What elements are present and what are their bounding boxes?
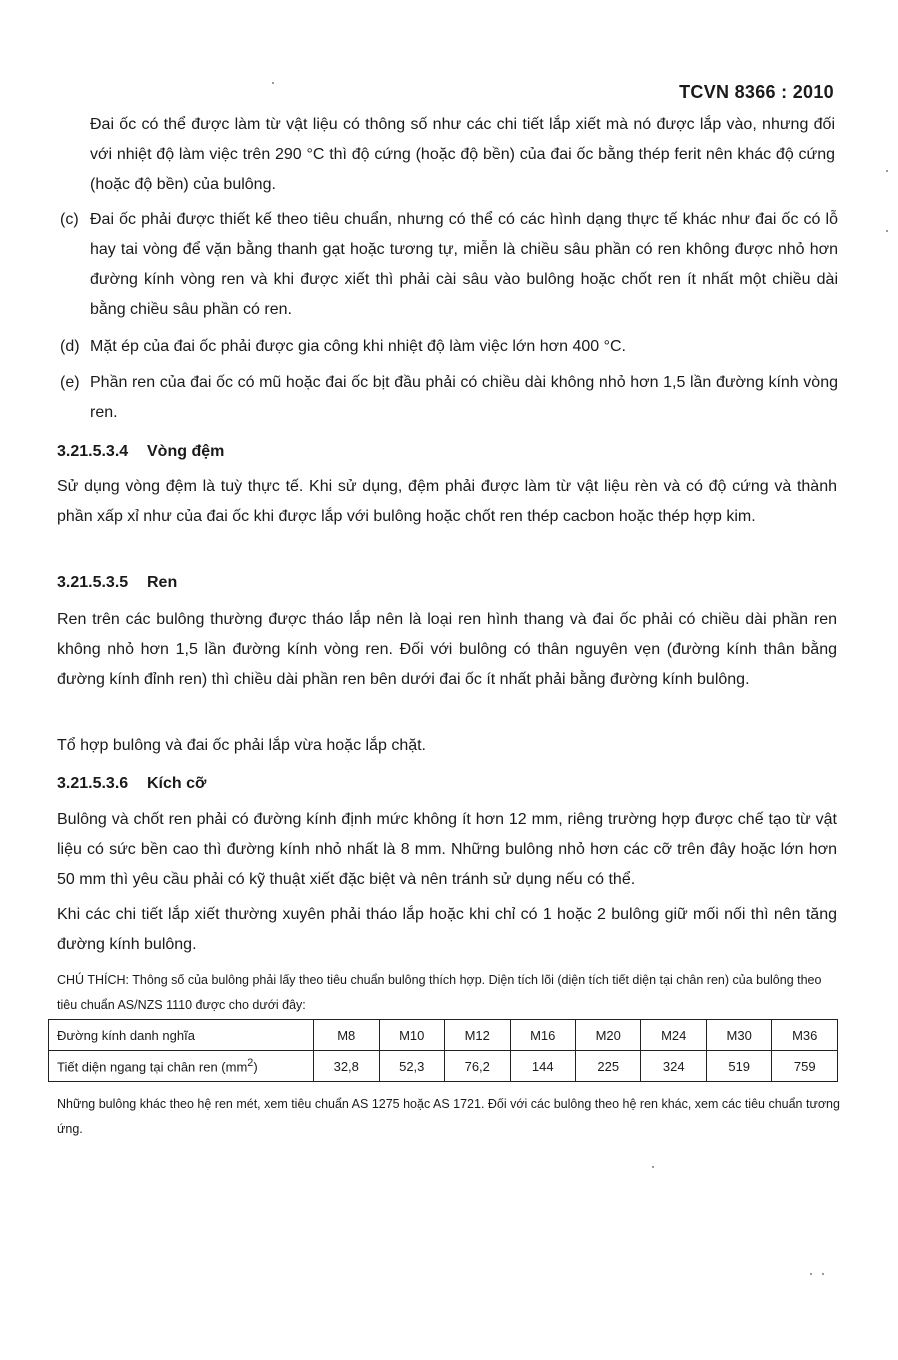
section-heading-thread <box>57 571 177 595</box>
section-heading-size <box>57 772 206 796</box>
table-cell: 76,2 <box>445 1051 511 1082</box>
section-paragraph: Sử dụng vòng đệm là tuỳ thực tế. Khi sử dụng, đệm phải được làm từ vật liệu rèn và có độ cứng và thành phần xấp xỉ như của đai ốc khi được lắp với bulông hoặc chốt ren thép cacbon hoặc thép hợp kim. <box>57 478 837 525</box>
table-cell: 52,3 <box>379 1051 445 1082</box>
table-row <box>49 1020 838 1051</box>
list-item-c <box>60 205 838 325</box>
label-text-end: ) <box>253 1059 258 1075</box>
label-text: Tiết diện ngang tại chân ren (mm <box>57 1059 248 1075</box>
table-cell: 144 <box>510 1051 575 1082</box>
list-item-text: Đai ốc phải được thiết kế theo tiêu chuẩn, nhưng có thể có các hình dạng thực tế khác như đai ốc có lỗ hay tai vòng để vặn bằng thanh gạt hoặc tương tự, miễn là chiều sâu phần có ren không được nhỏ hơn đường kính vòng ren và khi được xiết thì phải cài sâu vào bulông hoặc chốt ren ít nhất một chiều dài bằng chiều sâu phần có ren. <box>90 211 838 318</box>
table-cell: M24 <box>641 1020 706 1051</box>
table-row-label <box>49 1051 314 1082</box>
table-cell: 32,8 <box>314 1051 380 1082</box>
section-title: Kích cỡ <box>147 775 207 792</box>
table-cell: M36 <box>772 1020 838 1051</box>
list-item-text: Phần ren của đai ốc có mũ hoặc đai ốc bịt đầu phải có chiều dài không nhỏ hơn 1,5 lần đường kính vòng ren. <box>90 374 838 421</box>
section-title: Ren <box>147 574 178 591</box>
note-text: CHÚ THÍCH: Thông số của bulông phải lấy theo tiêu chuẩn bulông thích hợp. Diện tích lõi (diện tích tiết diện tại chân ren) của bulông theo tiêu chuẩn AS/NZS 1110 được cho dưới đây: <box>57 973 822 1012</box>
scan-speck <box>810 1273 812 1275</box>
scan-speck <box>652 1166 654 1168</box>
list-item-e <box>60 368 838 428</box>
table-cell: 759 <box>772 1051 838 1082</box>
standard-code: TCVN 8366 : 2010 <box>679 82 834 102</box>
list-item-text: Mặt ép của đai ốc phải được gia công khi nhiệt độ làm việc lớn hơn 400 °C. <box>90 338 626 355</box>
section-paragraph: Tổ hợp bulông và đai ốc phải lắp vừa hoặc lắp chặt. <box>57 737 426 754</box>
table-cell: M20 <box>575 1020 640 1051</box>
table-cell: M12 <box>445 1020 511 1051</box>
list-item-d <box>60 332 838 362</box>
section-number: 3.21.5.3.5 <box>57 574 129 591</box>
table-cell: M30 <box>706 1020 771 1051</box>
table-cell: M16 <box>510 1020 575 1051</box>
list-item-tag: (c) <box>60 211 79 228</box>
section-paragraph: Ren trên các bulông thường được tháo lắp nên là loại ren hình thang và đai ốc phải có chiều dài phần ren không nhỏ hơn 1,5 lần đường kính vòng ren. Đối với bulông có thân nguyên vẹn (đường kính thân bằng đường kính đỉnh ren) thì chiều dài phần ren bên dưới đai ốc ít nhất phải bằng đường kính bulông. <box>57 611 837 688</box>
table-row <box>49 1051 838 1082</box>
intro-paragraph: Đai ốc có thể được làm từ vật liệu có thông số như các chi tiết lắp xiết mà nó được lắp vào, nhưng đối với nhiệt độ làm việc trên 290 °C thì độ cứng (hoặc độ bền) của đai ốc bằng thép ferit nên khác độ cứng (hoặc độ bền) của bulông. <box>90 116 835 193</box>
scan-speck <box>886 170 888 172</box>
section-title: Vòng đệm <box>147 443 225 460</box>
section-heading-washer <box>57 440 224 464</box>
list-item-tag: (d) <box>60 338 80 355</box>
table-cell: M10 <box>379 1020 445 1051</box>
section-number: 3.21.5.3.6 <box>57 775 129 792</box>
bolt-area-table <box>48 1019 838 1082</box>
section-number: 3.21.5.3.4 <box>57 443 129 460</box>
table-cell: M8 <box>314 1020 380 1051</box>
scan-speck <box>822 1273 824 1275</box>
scan-speck <box>272 82 274 84</box>
table-cell: 225 <box>575 1051 640 1082</box>
table-cell: 519 <box>706 1051 771 1082</box>
table-cell: 324 <box>641 1051 706 1082</box>
footer-note: Những bulông khác theo hệ ren mét, xem tiêu chuẩn AS 1275 hoặc AS 1721. Đối với các bulông theo hệ ren khác, xem các tiêu chuẩn tương ứng. <box>57 1097 840 1136</box>
table-row-label: Đường kính danh nghĩa <box>49 1020 314 1051</box>
section-paragraph: Bulông và chốt ren phải có đường kính định mức không ít hơn 12 mm, riêng trường hợp được chế tạo từ vật liệu có sức bền cao thì đường kính nhỏ nhất là 8 mm. Những bulông nhỏ hơn các cỡ trên đây hoặc lớn hơn 50 mm thì yêu cầu phải có kỹ thuật xiết đặc biệt và nên tránh sử dụng nếu có thể. <box>57 811 837 888</box>
unit-superscript: 2 <box>247 1057 254 1070</box>
list-item-tag: (e) <box>60 374 80 391</box>
scan-speck <box>886 230 888 232</box>
section-paragraph: Khi các chi tiết lắp xiết thường xuyên phải tháo lắp hoặc khi chỉ có 1 hoặc 2 bulông giữ mối nối thì nên tăng đường kính bulông. <box>57 906 837 953</box>
